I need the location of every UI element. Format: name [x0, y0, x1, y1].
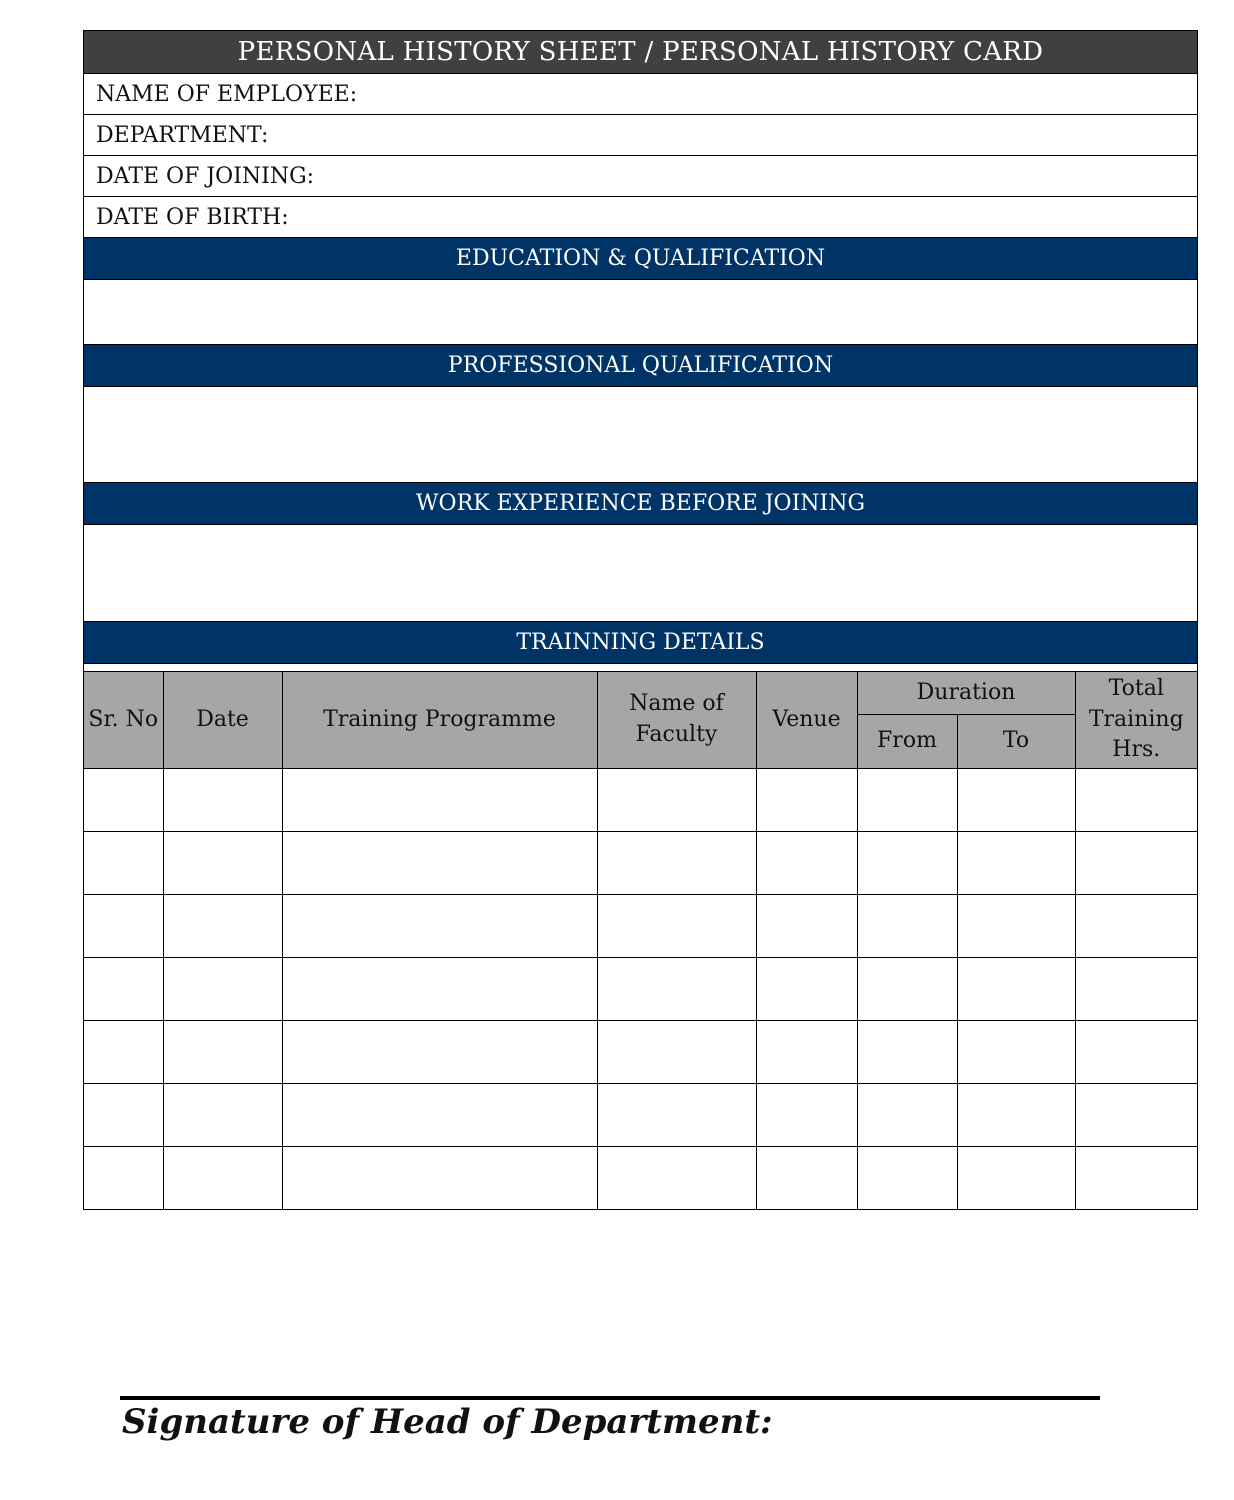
employee-name-label: NAME OF EMPLOYEE: — [96, 81, 358, 107]
cell-total-training-hrs[interactable] — [1075, 958, 1197, 1021]
cell-venue[interactable] — [756, 769, 857, 832]
cell-to[interactable] — [957, 958, 1075, 1021]
employee-name-field[interactable] — [84, 74, 1197, 115]
cell-training-programme[interactable] — [282, 895, 597, 958]
cell-sr-no[interactable] — [84, 958, 163, 1021]
cell-name-of-faculty[interactable] — [597, 1021, 756, 1084]
cell-date[interactable] — [163, 769, 282, 832]
date-of-joining-label: DATE OF JOINING: — [96, 163, 315, 189]
cell-total-training-hrs[interactable] — [1075, 1084, 1197, 1147]
cell-training-programme[interactable] — [282, 832, 597, 895]
cell-date[interactable] — [163, 958, 282, 1021]
cell-to[interactable] — [957, 1021, 1075, 1084]
date-of-joining-field[interactable] — [84, 156, 1197, 197]
cell-total-training-hrs[interactable] — [1075, 1147, 1197, 1210]
department-field[interactable] — [84, 115, 1197, 156]
date-of-birth-field[interactable] — [84, 197, 1197, 238]
cell-date[interactable] — [163, 895, 282, 958]
cell-total-training-hrs[interactable] — [1075, 1021, 1197, 1084]
cell-from[interactable] — [857, 1021, 957, 1084]
signature-label: Signature of Head of Department: — [122, 1402, 773, 1442]
cell-name-of-faculty[interactable] — [597, 1147, 756, 1210]
cell-date[interactable] — [163, 1084, 282, 1147]
cell-total-training-hrs[interactable] — [1075, 769, 1197, 832]
cell-training-programme[interactable] — [282, 769, 597, 832]
work-experience-heading: WORK EXPERIENCE BEFORE JOINING — [84, 483, 1197, 525]
cell-name-of-faculty[interactable] — [597, 832, 756, 895]
cell-name-of-faculty[interactable] — [597, 769, 756, 832]
professional-qualification-entry-area[interactable] — [84, 387, 1197, 483]
cell-venue[interactable] — [756, 1147, 857, 1210]
cell-sr-no[interactable] — [84, 832, 163, 895]
form-title: PERSONAL HISTORY SHEET / PERSONAL HISTORY CARD — [84, 31, 1197, 74]
cell-total-training-hrs[interactable] — [1075, 832, 1197, 895]
table-row — [84, 1021, 1197, 1084]
cell-venue[interactable] — [756, 832, 857, 895]
header-to: To — [957, 715, 1075, 769]
header-name-of-faculty: Name of Faculty — [597, 672, 756, 769]
table-row — [84, 832, 1197, 895]
section-spacer — [84, 664, 1197, 672]
professional-qualification-heading: PROFESSIONAL QUALIFICATION — [84, 345, 1197, 387]
cell-venue[interactable] — [756, 958, 857, 1021]
table-row — [84, 1147, 1197, 1210]
cell-to[interactable] — [957, 1084, 1075, 1147]
cell-sr-no[interactable] — [84, 895, 163, 958]
cell-sr-no[interactable] — [84, 1147, 163, 1210]
work-experience-entry-area[interactable] — [84, 525, 1197, 622]
cell-sr-no[interactable] — [84, 1021, 163, 1084]
cell-to[interactable] — [957, 1147, 1075, 1210]
cell-name-of-faculty[interactable] — [597, 1084, 756, 1147]
signature-line — [120, 1396, 1100, 1400]
cell-date[interactable] — [163, 1021, 282, 1084]
training-table-body — [84, 769, 1197, 1210]
training-table — [84, 672, 1197, 1209]
cell-from[interactable] — [857, 832, 957, 895]
education-section-heading: EDUCATION & QUALIFICATION — [84, 238, 1197, 280]
cell-date[interactable] — [163, 1147, 282, 1210]
education-entry-area[interactable] — [84, 280, 1197, 345]
header-sr-no: Sr. No — [84, 672, 163, 769]
cell-sr-no[interactable] — [84, 769, 163, 832]
cell-to[interactable] — [957, 769, 1075, 832]
cell-total-training-hrs[interactable] — [1075, 895, 1197, 958]
cell-training-programme[interactable] — [282, 1147, 597, 1210]
header-training-programme: Training Programme — [282, 672, 597, 769]
cell-sr-no[interactable] — [84, 1084, 163, 1147]
cell-from[interactable] — [857, 958, 957, 1021]
cell-venue[interactable] — [756, 1084, 857, 1147]
cell-name-of-faculty[interactable] — [597, 895, 756, 958]
cell-date[interactable] — [163, 832, 282, 895]
cell-training-programme[interactable] — [282, 1084, 597, 1147]
table-row — [84, 958, 1197, 1021]
header-date: Date — [163, 672, 282, 769]
table-row — [84, 769, 1197, 832]
header-total-training-hrs: Total Training Hrs. — [1075, 672, 1197, 769]
personal-history-form — [83, 30, 1198, 1210]
cell-from[interactable] — [857, 1084, 957, 1147]
department-label: DEPARTMENT: — [96, 122, 269, 148]
date-of-birth-label: DATE OF BIRTH: — [96, 204, 289, 230]
cell-to[interactable] — [957, 895, 1075, 958]
cell-to[interactable] — [957, 832, 1075, 895]
header-venue: Venue — [756, 672, 857, 769]
table-row — [84, 895, 1197, 958]
header-duration: Duration — [857, 672, 1075, 715]
cell-from[interactable] — [857, 1147, 957, 1210]
cell-from[interactable] — [857, 769, 957, 832]
cell-name-of-faculty[interactable] — [597, 958, 756, 1021]
header-from: From — [857, 715, 957, 769]
table-row — [84, 1084, 1197, 1147]
cell-training-programme[interactable] — [282, 1021, 597, 1084]
cell-venue[interactable] — [756, 895, 857, 958]
cell-training-programme[interactable] — [282, 958, 597, 1021]
training-details-heading: TRAINNING DETAILS — [84, 622, 1197, 664]
cell-venue[interactable] — [756, 1021, 857, 1084]
cell-from[interactable] — [857, 895, 957, 958]
